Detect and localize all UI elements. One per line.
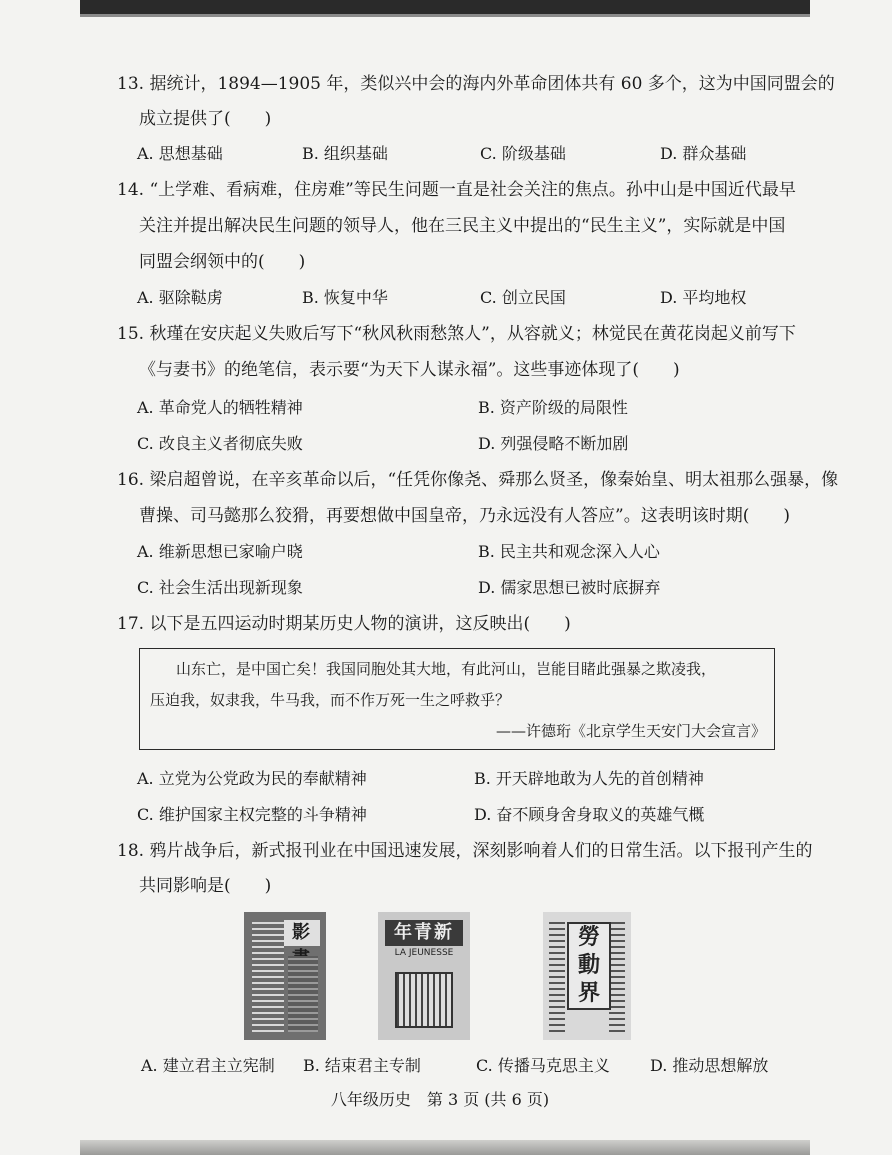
q13-option-b: B. 组织基础	[302, 144, 388, 163]
q16-option-d: D. 儒家思想已被时底摒弃	[478, 578, 661, 597]
q18-option-b: B. 结束君主专制	[303, 1056, 421, 1075]
q13-option-c: C. 阶级基础	[480, 144, 566, 163]
newspaper-image-3	[543, 912, 631, 1040]
q16-stem-line2: 曹操、司马懿那么狡猾，再要想做中国皇帝，乃永远没有人答应”。这表明该时期( )	[139, 506, 790, 526]
q14-stem-line1: 14. “上学难、看病难，住房难”等民生问题一直是社会关注的焦点。孙中山是中国近代最早	[117, 180, 796, 200]
newspaper-image-1-column	[252, 922, 284, 1032]
newspaper-image-3-column-right	[609, 922, 625, 1032]
q18-option-c: C. 传播马克思主义	[476, 1056, 610, 1075]
newspaper-image-2-emblem	[395, 972, 454, 1028]
q17-option-a: A. 立党为公党政为民的奉献精神	[137, 769, 367, 788]
q15-option-b: B. 资产阶级的局限性	[478, 398, 628, 417]
q17-quote-line2: 压迫我，奴隶我，牛马我，而不作万死一生之呼救乎？	[150, 691, 511, 709]
scan-top-edge	[80, 0, 810, 14]
newspaper-image-2	[378, 912, 470, 1040]
q14-option-d: D. 平均地权	[660, 288, 747, 307]
q15-option-d: D. 列强侵略不断加剧	[478, 434, 629, 453]
q13-stem-line1: 13. 据统计，1894—1905 年，类似兴中会的海内外革命团体共有 60 多个，这为中国同盟会的	[117, 74, 835, 94]
q17-quote-box	[139, 648, 775, 750]
q16-option-c: C. 社会生活出现新现象	[137, 578, 303, 597]
q13-option-a: A. 思想基础	[137, 144, 223, 163]
q17-option-b: B. 开天辟地敢为人先的首创精神	[474, 769, 704, 788]
newspaper-image-2-title: 年青新	[385, 920, 462, 946]
q16-stem-line1: 16. 梁启超曾说，在辛亥革命以后，“任凭你像尧、舜那么贤圣，像秦始皇、明太祖那么强暴，像	[117, 470, 839, 490]
q16-option-a: A. 维新思想已家喻户晓	[137, 542, 303, 561]
q16-option-b: B. 民主共和观念深入人心	[478, 542, 660, 561]
q18-option-d: D. 推动思想解放	[650, 1056, 769, 1075]
q14-option-a: A. 驱除鞑虏	[137, 288, 223, 307]
q13-stem-line2: 成立提供了( )	[139, 109, 272, 129]
newspaper-image-1-text-lines	[288, 956, 318, 1032]
q17-quote-line1: 山东亡，是中国亡矣！我国同胞处其大地，有此河山，岂能目睹此强暴之欺凌我，	[176, 660, 717, 678]
q14-option-c: C. 创立民国	[480, 288, 566, 307]
q15-stem-line1: 15. 秋瑾在安庆起义失败后写下“秋风秋雨愁煞人”，从容就义；林觉民在黄花岗起义前写下	[117, 324, 796, 344]
q17-quote-source: ——许德珩《北京学生天安门大会宣言》	[495, 722, 766, 740]
q17-option-c: C. 维护国家主权完整的斗争精神	[137, 805, 367, 824]
scan-bottom-edge	[80, 1140, 810, 1155]
q13-option-d: D. 群众基础	[660, 144, 747, 163]
scan-top-edge-shadow	[80, 14, 810, 17]
newspaper-image-2-subtitle: LA JEUNESSE	[394, 948, 454, 958]
q18-stem-line1: 18. 鸦片战争后，新式报刊业在中国迅速发展，深刻影响着人们的日常生活。以下报刊产生的	[117, 841, 813, 861]
newspaper-image-1	[244, 912, 326, 1040]
q15-option-a: A. 革命党人的牺牲精神	[137, 398, 303, 417]
q14-stem-line3: 同盟会纲领中的( )	[139, 252, 306, 272]
newspaper-image-3-column-left	[549, 922, 565, 1032]
q15-stem-line2: 《与妻书》的绝笔信，表示要“为天下人谋永福”。这些事迹体现了( )	[139, 360, 680, 380]
q14-stem-line2: 关注并提出解决民生问题的领导人，他在三民主义中提出的“民生主义”，实际就是中国	[139, 216, 786, 236]
newspaper-image-3-title: 勞動界	[567, 922, 611, 1010]
q15-option-c: C. 改良主义者彻底失败	[137, 434, 303, 453]
q14-option-b: B. 恢复中华	[302, 288, 388, 307]
page-footer: 八年级历史 第 3 页 (共 6 页)	[330, 1090, 550, 1109]
q18-option-a: A. 建立君主立宪制	[141, 1056, 275, 1075]
newspaper-image-1-title: 影	[284, 920, 320, 946]
q17-option-d: D. 奋不顾身舍身取义的英雄气概	[474, 805, 705, 824]
q18-stem-line2: 共同影响是( )	[139, 876, 272, 896]
q17-stem-line1: 17. 以下是五四运动时期某历史人物的演讲，这反映出( )	[117, 614, 571, 634]
